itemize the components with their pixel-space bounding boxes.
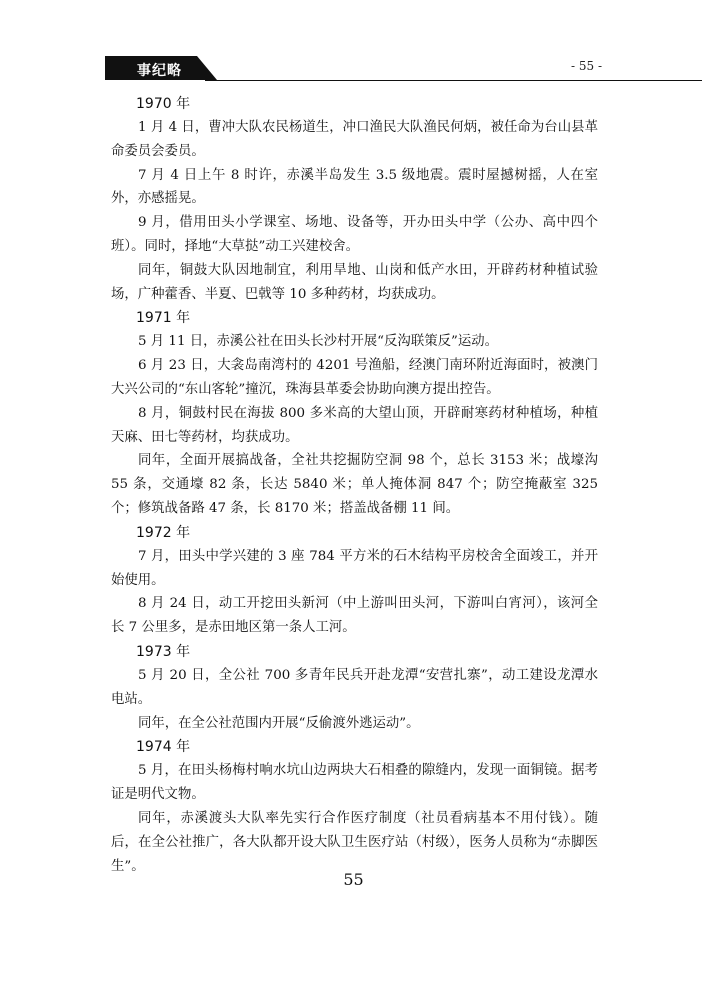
chronicle-content	[111, 92, 598, 878]
year-block-1972	[111, 521, 598, 640]
year-heading: 1971 年	[136, 310, 191, 327]
year-block-1971	[111, 306, 598, 520]
entry-paragraph: 同年，在全公社范围内开展“反偷渡外逃运动”。	[138, 715, 420, 731]
year-heading: 1974 年	[136, 739, 191, 756]
year-heading: 1972 年	[136, 524, 191, 541]
entry-paragraph: 7 月，田头中学兴建的 3 座 784 平方米的石木结构平房校舍全面竣工，并开始使用。	[111, 548, 598, 588]
entry-paragraph: 9 月，借用田头小学课室、场地、设备等，开办田头中学（公办、高中四个班）。同时，择地“大草挞”动工兴建校舍。	[111, 215, 598, 254]
entry-paragraph: 8 月，铜鼓村民在海拔 800 多米高的大望山顶，开辟耐寒药材种植场，种植天麻、田七等药材，均获成功。	[111, 405, 598, 445]
year-heading: 1973 年	[136, 643, 191, 660]
entry-paragraph: 5 月 11 日，赤溪公社在田头长沙村开展“反沟联策反”运动。	[138, 334, 499, 350]
entry-paragraph: 同年，全面开展搞战备，全社共挖掘防空洞 98 个，总长 3153 米；战壕沟 55 条，交通壕 82 条，长达 5840 米；单人掩体洞 847 个；防空掩蔽室 325 个；修筑战备路 47 条，长 8170 米；搭盖战备棚 11 间。	[111, 453, 598, 516]
year-block-1970	[111, 92, 598, 306]
entry-paragraph: 7 月 4 日上午 8 时许，赤溪半岛发生 3.5 级地震。震时屋撼树摇，人在室外，亦感摇晃。	[111, 167, 598, 207]
header-page-label: - 55 -	[570, 59, 602, 73]
year-block-1973	[111, 640, 598, 735]
entry-paragraph: 同年，铜鼓大队因地制宜，利用旱地、山岗和低产水田，开辟药材种植试验场，广种藿香、半夏、巴戟等 10 多种药材，均获成功。	[111, 262, 598, 302]
entry-paragraph: 同年，赤溪渡头大队率先实行合作医疗制度（社员看病基本不用付钱）。随后，在全公社推广，各大队都开设大队卫生医疗站（村级），医务人员称为“赤脚医生”。	[111, 810, 598, 874]
entry-paragraph: 1 月 4 日，曹冲大队农民杨道生，冲口渔民大队渔民何炳，被任命为台山县革命委员会委员。	[111, 120, 598, 159]
entry-paragraph: 5 月 20 日，全公社 700 多青年民兵开赴龙潭“安营扎寨”，动工建设龙潭水电站。	[111, 667, 598, 707]
page-number: 55	[343, 870, 364, 889]
entry-paragraph: 8 月 24 日，动工开挖田头新河（中上游叫田头河，下游叫白宵河），该河全长 7 公里多，是赤田地区第一条人工河。	[111, 596, 598, 636]
section-tab	[105, 56, 217, 80]
entry-paragraph: 5 月，在田头杨梅村响水坑山边两块大石相叠的隙缝内，发现一面铜镜。据考证是明代文物。	[111, 763, 598, 803]
section-title: 事纪略	[137, 63, 182, 79]
header-rule	[205, 80, 702, 81]
running-header	[105, 56, 602, 82]
entry-paragraph: 6 月 23 日，大衾岛南湾村的 4201 号渔船，经澳门南环附近海面时，被澳门大兴公司的“东山客轮”撞沉，珠海县革委会协助向澳方提出控告。	[111, 358, 598, 397]
year-block-1974	[111, 735, 598, 878]
year-heading: 1970 年	[136, 96, 191, 112]
